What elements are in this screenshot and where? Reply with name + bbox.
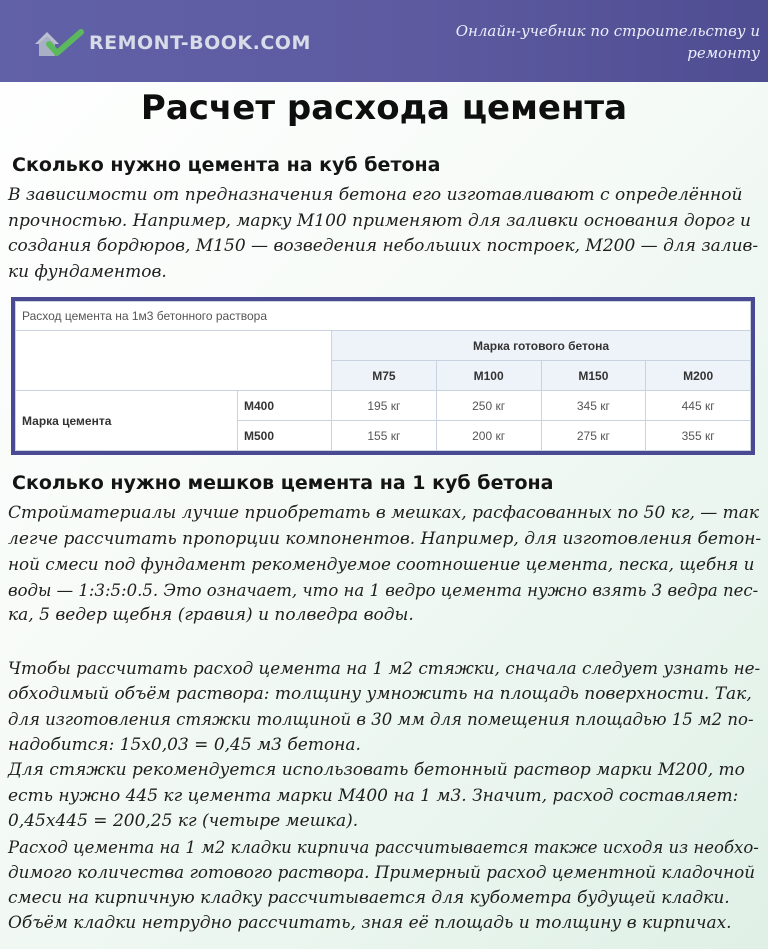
column-header: М200 — [646, 361, 751, 391]
text-line: В зависимости от предназначения бетона его изготавливают с определённой — [8, 185, 743, 205]
tagline-line: ремонту — [687, 44, 760, 62]
text-line: создания бордюров, М150 — возведения небольших построек, М200 — для залив- — [8, 236, 759, 256]
text-line: легче рассчитать пропорции компонентов. Например, для изготовления бетон- — [8, 528, 762, 549]
table-cell: 345 кг — [541, 391, 646, 421]
section-paragraph — [8, 656, 764, 937]
tagline-line: Онлайн-учебник по строительству и — [455, 22, 760, 40]
page-title: Расчет расхода цемента — [140, 88, 628, 128]
column-header: М150 — [541, 361, 646, 391]
text-line: прочностью. Например, марку М100 применяют для заливки основания дорог и — [8, 210, 751, 231]
table-caption: Расход цемента на 1м3 бетонного раствора — [16, 302, 751, 331]
text-line: Расход цемента на 1 м2 кладки кирпича рассчитывается также исходя из необхо- — [8, 837, 759, 857]
cement-grade: М400 — [238, 391, 332, 421]
site-name: REMONT-BOOK.COM — [89, 32, 311, 54]
cement-consumption-table — [11, 297, 755, 455]
text-line: димого количества готового раствора. Примерный расход цементной кладочной — [8, 862, 756, 882]
cement-grade: М500 — [238, 421, 332, 451]
text-line: обходимый объём раствора: толщину умножить на площадь поверхности. Так, — [8, 683, 752, 704]
table-row — [16, 391, 751, 421]
text-line: Объём кладки нетрудно рассчитать, зная её площадь и толщину в кирпичах. — [8, 913, 732, 933]
text-line: Для стяжки рекомендуется использовать бетонный раствор марки М200, то — [8, 760, 745, 780]
row-group-label: Марка цемента — [16, 391, 238, 451]
table-cell: 200 кг — [436, 421, 541, 451]
text-line: воды — 1:3:5:0.5. Это означает, что на 1 ведро цемента нужно взять 3 ведра пес- — [8, 580, 759, 600]
table-corner-cell — [16, 331, 332, 391]
site-logo[interactable] — [33, 26, 311, 60]
text-line: есть нужно 445 кг цемента марки М400 на 1 м3. Значит, расход составляет: — [8, 785, 739, 806]
section-heading: Сколько нужно мешков цемента на 1 куб бетона — [12, 472, 554, 494]
text-line: смеси на кирпичную кладку рассчитывается для кубометра будущей кладки. — [8, 887, 730, 908]
table-cell: 445 кг — [646, 391, 751, 421]
table-cell: 355 кг — [646, 421, 751, 451]
section-paragraph — [8, 183, 764, 285]
column-header: М100 — [436, 361, 541, 391]
text-line: ка, 5 ведер щебня (гравия) и полведра воды. — [8, 605, 414, 625]
house-check-icon — [33, 26, 85, 60]
section-heading: Сколько нужно цемента на куб бетона — [12, 154, 441, 176]
table-group-header: Марка готового бетона — [332, 331, 751, 361]
text-line: для изготовления стяжки толщиной в 30 мм для помещения площадью 15 м2 по- — [8, 710, 754, 729]
text-line: Чтобы рассчитать расход цемента на 1 м2 стяжки, сначала следует узнать не- — [8, 658, 761, 678]
table-cell: 275 кг — [541, 421, 646, 451]
text-line: ки фундаментов. — [8, 261, 167, 282]
column-header: М75 — [332, 361, 437, 391]
site-tagline — [440, 20, 760, 64]
table-cell: 195 кг — [332, 391, 437, 421]
table-cell: 155 кг — [332, 421, 437, 451]
text-line: 0,45х445 = 200,25 кг (четыре мешка). — [8, 811, 359, 831]
text-line: Стройматериалы лучше приобретать в мешках, расфасованных по 50 кг, — так — [8, 503, 760, 523]
text-line: ной смеси под фундамент рекомендуемое соотношение цемента, песка, щебня и — [8, 554, 755, 574]
text-line: надобится: 15х0,03 = 0,45 м3 бетона. — [8, 734, 361, 755]
table-cell: 250 кг — [436, 391, 541, 421]
section-paragraph — [8, 501, 764, 629]
site-header — [0, 0, 768, 82]
